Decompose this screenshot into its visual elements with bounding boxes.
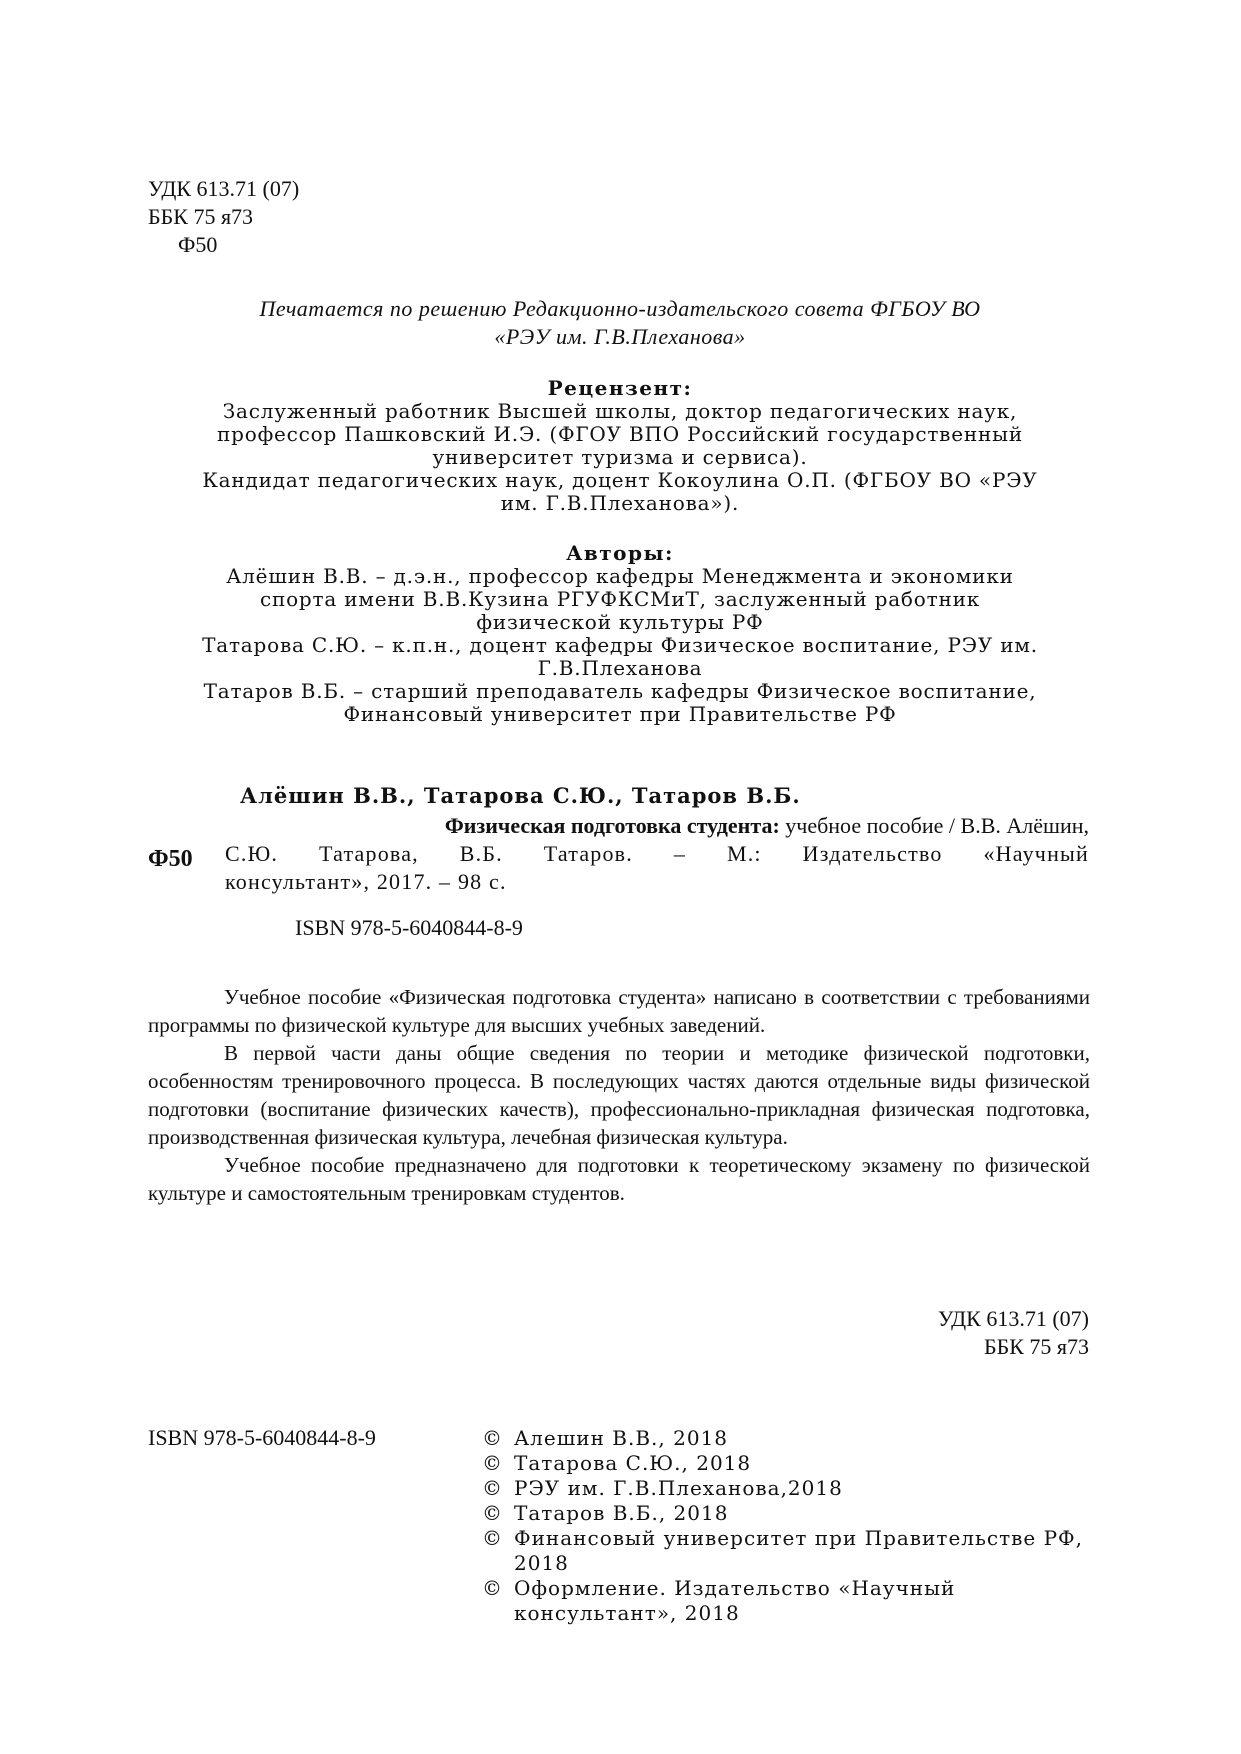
bib-line-1 <box>225 812 1089 840</box>
author-line: спорта имени В.В.Кузина РГУФКСМиТ, заслуженный работник <box>259 587 981 611</box>
bib-title-rest: учебное пособие / В.В. Алёшин, <box>779 813 1089 838</box>
bib-mark: Ф50 <box>148 846 193 872</box>
udk-code-bottom: УДК 613.71 (07) <box>937 1306 1089 1331</box>
copyright-item <box>482 1426 1102 1451</box>
reviewer-line: университет туризма и сервиса). <box>432 445 808 469</box>
copyright-holder: Финансовый университет при Правительстве РФ, 2018 <box>514 1526 1084 1575</box>
author-line: Татарова С.Ю. – к.п.н., доцент кафедры Физическое воспитание, РЭУ им. <box>202 633 1038 657</box>
copyright-holder: Татарова С.Ю., 2018 <box>514 1451 752 1475</box>
reviewer-line: Кандидат педагогических наук, доцент Кокоулина О.П. (ФГБОУ ВО «РЭУ <box>202 468 1038 492</box>
reviewers-section <box>140 376 1100 515</box>
author-line: физической культуры РФ <box>476 610 764 634</box>
bbk-code: ББК 75 я73 <box>148 204 254 229</box>
copyright-symbol: © <box>482 1576 503 1600</box>
abstract-paragraph: В первой части даны общие сведения по теории и методике физической подготовки, особенностям тренировочного процесса. В последующих частях даются отдельные виды физической подготовки (воспитание физических качеств), профессионально-прикладная физическая подготовка, производственная физическая культура, лечебная физическая культура. <box>148 1041 1090 1149</box>
copyright-symbol: © <box>482 1476 503 1500</box>
copyright-item <box>482 1576 1102 1626</box>
copyright-isbn: ISBN 978-5-6040844-8-9 <box>148 1425 376 1450</box>
copyright-item <box>482 1501 1102 1526</box>
reviewer-line: им. Г.В.Плеханова»). <box>500 491 740 515</box>
copyright-symbol: © <box>482 1451 503 1475</box>
author-line: Г.В.Плеханова <box>537 656 703 680</box>
bib-authors: Алёшин В.В., Татарова С.Ю., Татаров В.Б. <box>240 783 801 808</box>
publication-notice <box>140 295 1100 351</box>
copyright-holder: Алешин В.В., 2018 <box>514 1426 729 1450</box>
copyright-symbol: © <box>482 1426 503 1450</box>
copyright-holder: Татаров В.Б., 2018 <box>514 1501 729 1525</box>
classification-bottom <box>938 1305 1089 1361</box>
bib-isbn: ISBN 978-5-6040844-8-9 <box>295 915 523 940</box>
bib-description <box>225 812 1089 896</box>
udk-code: УДК 613.71 (07) <box>148 176 300 201</box>
notice-line-1: Печатается по решению Редакционно-издательского совета ФГБОУ ВО <box>259 296 981 321</box>
copyright-item <box>482 1451 1102 1476</box>
copyright-symbol: © <box>482 1501 503 1525</box>
copyright-item <box>482 1476 1102 1501</box>
bib-line-2: С.Ю. Татарова, В.Б. Татаров. – М.: Издательство «Научный <box>225 841 1089 866</box>
author-line: Татаров В.Б. – старший преподаватель кафедры Физическое воспитание, <box>203 679 1037 703</box>
copyright-symbol: © <box>482 1526 503 1550</box>
authors-section <box>140 541 1100 726</box>
abstract-paragraph: Учебное пособие предназначено для подготовки к теоретическому экзамену по физической культуре и самостоятельным тренировкам студентов. <box>148 1153 1090 1205</box>
abstract-paragraph: Учебное пособие «Физическая подготовка студента» написано в соответствии с требованиями программы по физической культуре для высших учебных заведений. <box>148 985 1090 1037</box>
copyright-list <box>482 1426 1102 1626</box>
abstract <box>148 983 1090 1207</box>
classification-top <box>148 175 299 259</box>
author-line: Финансовый университет при Правительстве РФ <box>343 702 897 726</box>
copyright-holder: РЭУ им. Г.В.Плеханова,2018 <box>514 1476 843 1500</box>
authors-text <box>140 565 1100 726</box>
reviewers-text <box>140 400 1100 515</box>
bib-line-3: консультант», 2017. – 98 с. <box>225 869 507 894</box>
reviewer-line: Заслуженный работник Высшей школы, доктор педагогических наук, <box>222 399 1018 423</box>
author-mark: Ф50 <box>178 232 218 257</box>
notice-line-2: «РЭУ им. Г.В.Плеханова» <box>494 324 746 349</box>
reviewers-heading: Рецензент: <box>547 376 693 400</box>
authors-heading: Авторы: <box>566 541 674 565</box>
book-title: Физическая подготовка студента: <box>444 813 780 838</box>
copyright-holder: Оформление. Издательство «Научный консультант», 2018 <box>514 1576 956 1625</box>
bbk-code-bottom: ББК 75 я73 <box>983 1334 1089 1359</box>
copyright-item <box>482 1526 1102 1576</box>
author-line: Алёшин В.В. – д.э.н., профессор кафедры Менеджмента и экономики <box>226 564 1014 588</box>
reviewer-line: профессор Пашковский И.Э. (ФГОУ ВПО Российский государственный <box>217 422 1023 446</box>
